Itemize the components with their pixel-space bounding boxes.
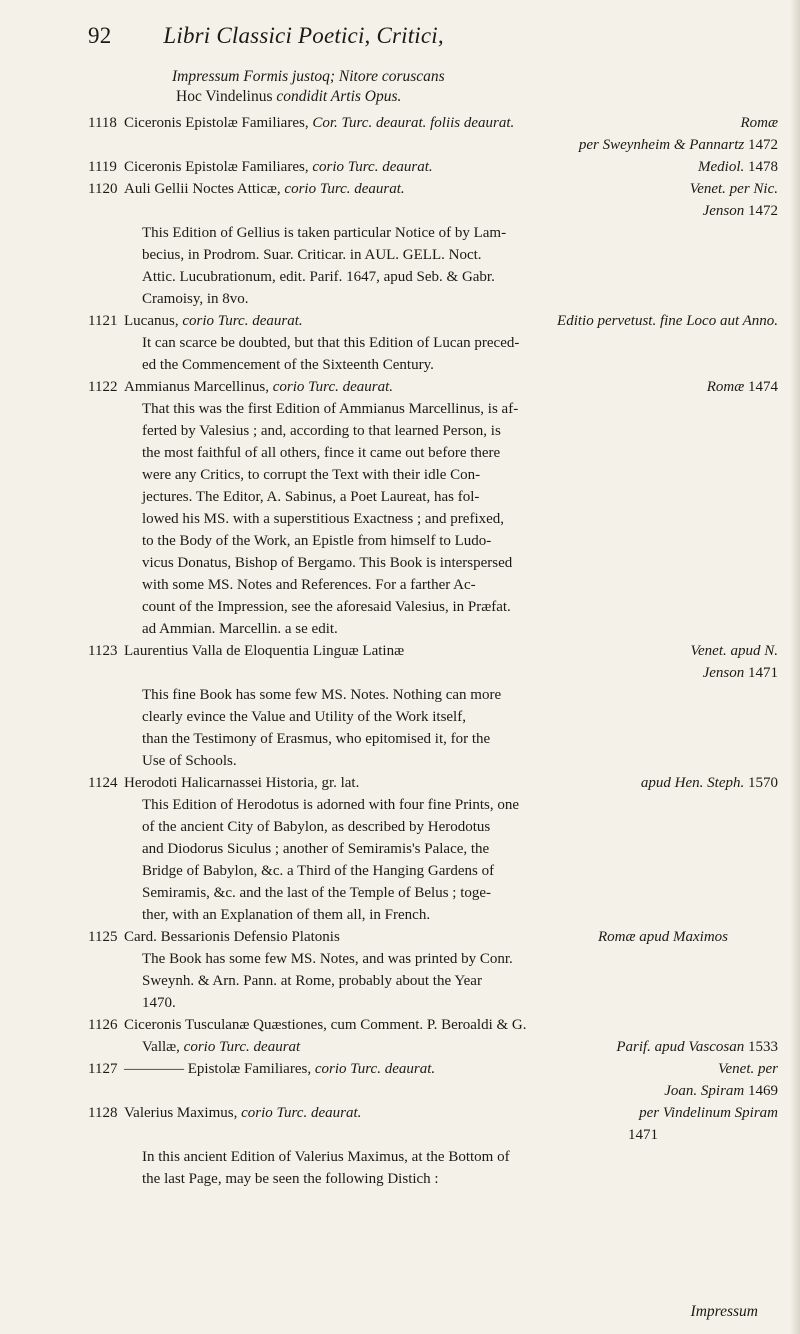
entry-note-line: 1470. — [142, 995, 176, 1011]
entry-number: 1118 — [88, 115, 117, 131]
entry-note-line: with some MS. Notes and References. For a farther Ac- — [142, 577, 476, 593]
entry-year: 1478 — [748, 159, 778, 175]
entry-title: Lucanus, — [124, 313, 179, 329]
entry-year: 1472 — [748, 203, 778, 219]
catalogue-entry — [88, 178, 778, 310]
running-header — [88, 25, 688, 47]
entry-note-line: That this was the first Edition of Ammianus Marcellinus, is af- — [142, 401, 519, 417]
entry-place: Editio pervetust. fine Loco aut Anno. — [557, 313, 778, 329]
entry-note-line: becius, in Prodrom. Suar. Criticar. in AUL. GELL. Noct. — [142, 247, 482, 263]
page-edge-shadow — [790, 0, 800, 1334]
catalogue-entries — [88, 112, 778, 1190]
entry-title: Ciceronis Epistolæ Familiares, — [124, 115, 309, 131]
entry-binding: corio Turc. deaurat. — [182, 313, 303, 329]
entry-place: Venet. per — [718, 1061, 778, 1077]
epigraph — [172, 67, 692, 107]
entry-note-line: Attic. Lucubrationum, edit. Parif. 1647, apud Seb. & Gabr. — [142, 269, 495, 285]
entry-note-line: Use of Schools. — [142, 753, 237, 769]
entry-place: per Vindelinum Spiram — [639, 1105, 778, 1121]
entry-note-line: clearly evince the Value and Utility of the Work itself, — [142, 709, 466, 725]
entry-note-line: The Book has some few MS. Notes, and was printed by Conr. — [142, 951, 513, 967]
entry-binding: corio Turc. deaurat. — [314, 1061, 436, 1077]
running-title: Libri Classici Poetici, Critici, — [163, 23, 444, 48]
entry-imprint: Jenson — [702, 665, 745, 681]
epigraph-line-1: Impressum Formis justoq; Nitore coruscans — [172, 68, 445, 85]
entry-note-line: This fine Book has some few MS. Notes. Nothing can more — [142, 687, 502, 703]
entry-title: Auli Gellii Noctes Atticæ, — [124, 181, 281, 197]
entry-place: Mediol. — [698, 159, 745, 175]
catalogue-entry — [88, 112, 778, 156]
entry-note-line: the most faithful of all others, fince it came out before there — [142, 445, 501, 461]
entry-note-line: ferted by Valesius ; and, according to that learned Person, is — [142, 423, 501, 439]
entry-number: 1121 — [88, 313, 118, 329]
entry-note-line: to the Body of the Work, an Epistle from himself to Ludo- — [142, 533, 492, 549]
entry-binding: corio Turc. deaurat. — [241, 1105, 362, 1121]
entry-note-line: This Edition of Herodotus is adorned with four fine Prints, one — [142, 797, 520, 813]
entry-title: Ciceronis Tusculanæ Quæstiones, cum Comment. P. Beroaldi & G. — [124, 1017, 527, 1033]
entry-year: 1471 — [628, 1127, 658, 1143]
catalogue-entry — [88, 310, 778, 376]
entry-note-line: and Diodorus Siculus ; another of Semiramis's Palace, the — [142, 841, 490, 857]
entry-number: 1119 — [88, 159, 117, 175]
catalogue-entry — [88, 640, 778, 772]
entry-imprint: Jenson — [702, 203, 745, 219]
entry-note-line: ther, with an Explanation of them all, in French. — [142, 907, 431, 923]
entry-year: 1471 — [748, 665, 778, 681]
epigraph-line-2-italic: condidit Artis Opus. — [276, 88, 402, 105]
catalogue-entry — [88, 156, 778, 178]
entry-note-line: count of the Impression, see the aforesaid Valesius, in Præfat. — [142, 599, 511, 615]
entry-imprint: Joan. Spiram — [664, 1083, 745, 1099]
entry-year: 1570 — [748, 775, 778, 791]
entry-imprint: per Sweynheim & Pannartz — [578, 137, 745, 153]
entry-place: Venet. apud N. — [690, 643, 778, 659]
catalogue-entry — [88, 376, 778, 640]
entry-place: apud Hen. Steph. — [640, 775, 745, 791]
entry-note-line: Semiramis, &c. and the last of the Temple of Belus ; toge- — [142, 885, 492, 901]
entry-note-line: were any Critics, to corrupt the Text with their idle Con- — [142, 467, 481, 483]
entry-binding: corio Turc. deaurat. — [312, 159, 433, 175]
entry-number: 1122 — [88, 379, 118, 395]
entry-number: 1125 — [88, 929, 118, 945]
catchword: Impressum — [690, 1303, 758, 1320]
entry-number: 1127 — [88, 1061, 118, 1077]
entry-binding: Cor. Turc. deaurat. foliis deaurat. — [312, 115, 515, 131]
entry-note-line: Cramoisy, in 8vo. — [142, 291, 249, 307]
entry-title: Ammianus Marcellinus, — [124, 379, 269, 395]
entry-binding: corio Turc. deaurat — [183, 1039, 301, 1055]
entry-place: Romæ — [740, 115, 778, 131]
entry-title-cont: Vallæ, — [142, 1039, 180, 1055]
entry-number: 1126 — [88, 1017, 118, 1033]
epigraph-line-2-roman: Hoc Vindelinus — [176, 88, 273, 105]
catalogue-entry — [88, 772, 778, 926]
entry-binding: corio Turc. deaurat. — [284, 181, 405, 197]
entry-number: 1123 — [88, 643, 118, 659]
entry-note-line: vicus Donatus, Bishop of Bergamo. This Book is interspersed — [142, 555, 513, 571]
entry-note-line: jectures. The Editor, A. Sabinus, a Poet Laureat, has fol- — [142, 489, 480, 505]
entry-note-line: lowed his MS. with a superstitious Exactness ; and prefixed, — [142, 511, 505, 527]
entry-binding: corio Turc. deaurat. — [272, 379, 394, 395]
entry-note-line: It can scarce be doubted, but that this Edition of Lucan preced- — [142, 335, 520, 351]
entry-year: 1469 — [748, 1083, 778, 1099]
entry-note-line: Sweynh. & Arn. Pann. at Rome, probably about the Year — [142, 973, 482, 989]
entry-title: Herodoti Halicarnassei Historia, gr. lat. — [124, 775, 360, 791]
entry-note-line: ad Ammian. Marcellin. a se edit. — [142, 621, 338, 637]
catalogue-entry — [88, 926, 778, 1014]
entry-year: 1472 — [748, 137, 778, 153]
entry-title: Laurentius Valla de Eloquentia Linguæ Latinæ — [124, 643, 405, 659]
entry-year: 1533 — [748, 1039, 778, 1055]
entry-note-line: This Edition of Gellius is taken particular Notice of by Lam- — [142, 225, 507, 241]
entry-note-line: In this ancient Edition of Valerius Maximus, at the Bottom of — [142, 1149, 510, 1165]
entry-place: Venet. per Nic. — [689, 181, 778, 197]
entry-number: 1128 — [88, 1105, 118, 1121]
entry-number: 1120 — [88, 181, 118, 197]
entry-note-line: ed the Commencement of the Sixteenth Century. — [142, 357, 434, 373]
entry-place: Romæ apud Maximos — [598, 929, 728, 945]
page-number: 92 — [88, 23, 112, 48]
entry-title: ———— Epistolæ Familiares, — [124, 1061, 312, 1077]
entry-note-line: the last Page, may be seen the following Distich : — [142, 1171, 439, 1187]
entry-title: Ciceronis Epistolæ Familiares, — [124, 159, 309, 175]
entry-number: 1124 — [88, 775, 118, 791]
entry-note-line: Bridge of Babylon, &c. a Third of the Hanging Gardens of — [142, 863, 495, 879]
catalogue-entry — [88, 1014, 778, 1058]
entry-title: Card. Bessarionis Defensio Platonis — [124, 929, 340, 945]
catalogue-entry — [88, 1102, 778, 1190]
entry-year: 1474 — [748, 379, 778, 395]
entry-note-line: than the Testimony of Erasmus, who epitomised it, for the — [142, 731, 491, 747]
entry-place: Parif. apud Vascosan — [616, 1039, 745, 1055]
entry-title: Valerius Maximus, — [124, 1105, 238, 1121]
epigraph-line-2 — [172, 87, 692, 107]
entry-note-line: of the ancient City of Babylon, as described by Herodotus — [142, 819, 491, 835]
catalogue-entry — [88, 1058, 778, 1102]
entry-place: Romæ — [706, 379, 745, 395]
